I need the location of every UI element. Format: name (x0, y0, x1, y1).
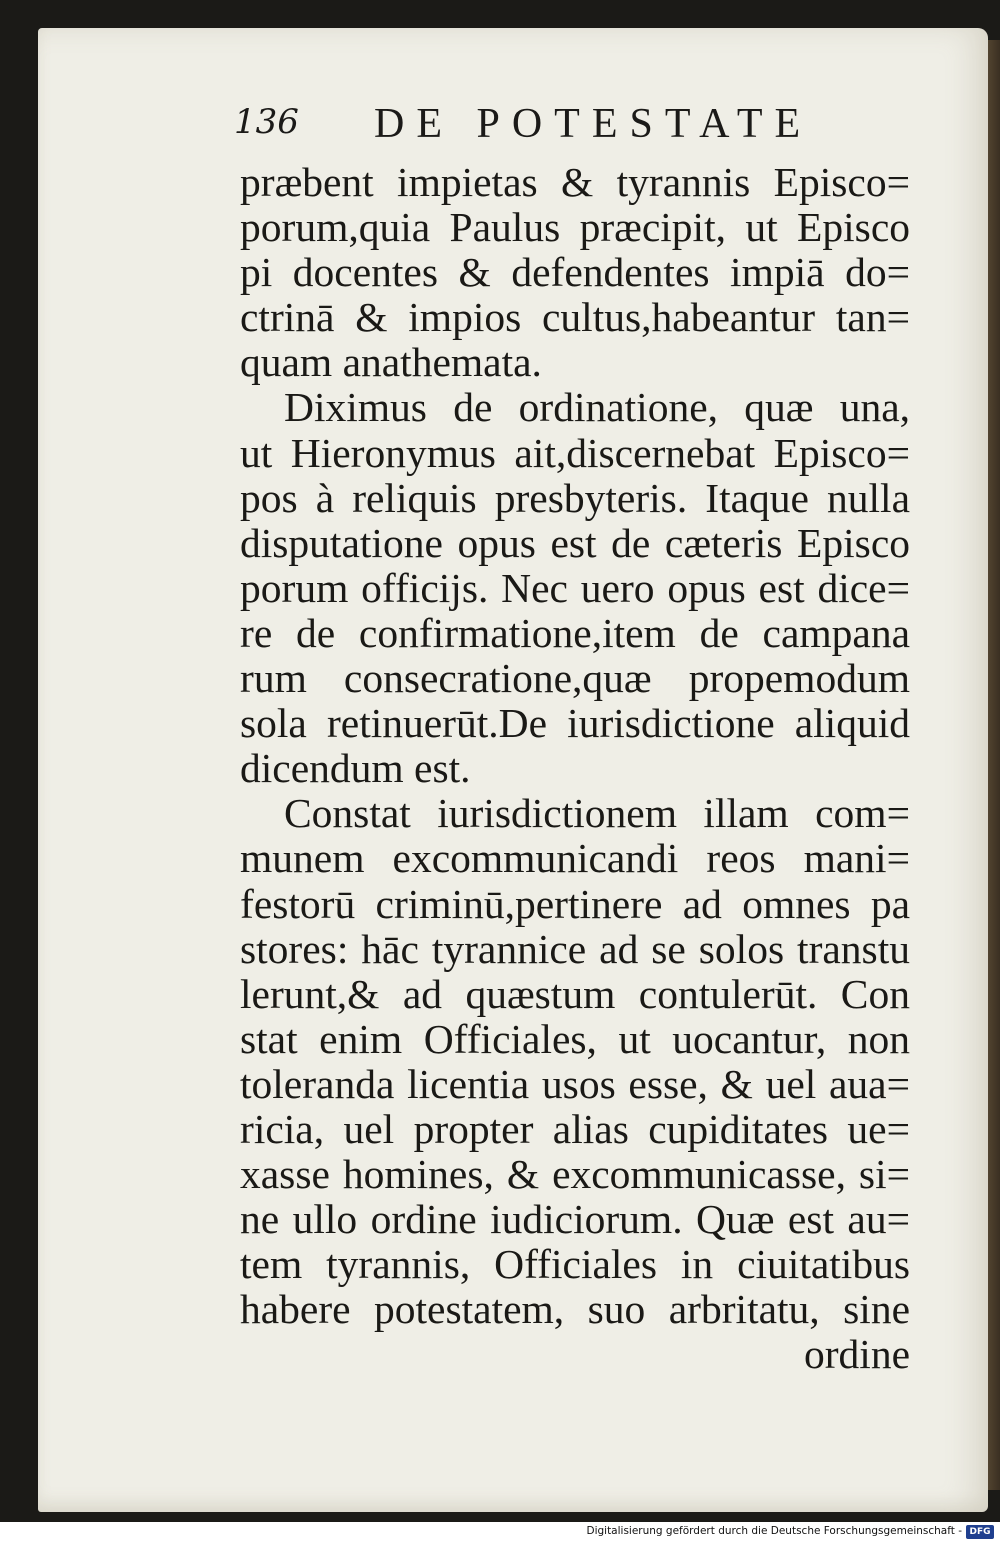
text-line: stores: hāc tyrannice ad se solos transtu (240, 925, 910, 972)
dfg-logo-icon: DFG (966, 1525, 994, 1539)
text-line: lerunt,& ad quæstum contulerūt. Con (240, 970, 910, 1017)
text-line: sola retinuerūt.De iurisdictione aliquid (240, 700, 910, 747)
text-line: re de confirmatione,item de campana (240, 609, 910, 656)
text-line: Diximus de ordinatione, quæ una, (284, 384, 910, 431)
text-line: ricia, uel propter alias cupiditates ue= (240, 1105, 910, 1152)
funding-credit: Digitalisierung gefördert durch die Deutsche Forschungsgemeinschaft - (586, 1525, 962, 1537)
text-line: Constat iurisdictionem illam com= (284, 790, 910, 837)
page-number: 136 (234, 102, 299, 142)
text-line: porum officijs. Nec uero opus est dice= (240, 564, 910, 611)
body-text (240, 160, 910, 1378)
text-line: stat enim Officiales, ut uocantur, non (240, 1015, 910, 1062)
page-header (234, 100, 814, 150)
text-line: disputatione opus est de cæteris Episco (240, 519, 910, 566)
footer-bar (0, 1522, 1000, 1543)
text-line: ut Hieronymus ait,discernebat Episco= (240, 429, 910, 476)
text-line: quam anathemata. (240, 339, 542, 386)
text-line: munem excommunicandi reos mani= (240, 835, 910, 882)
text-line: tem tyrannis, Officiales in ciuitatibus (240, 1241, 910, 1288)
text-line: habere potestatem, suo arbritatu, sine (240, 1286, 910, 1333)
text-line: rum consecratione,quæ propemodum (240, 655, 910, 702)
text-line: ctrinā & impios cultus,habeantur tan= (240, 294, 910, 341)
text-line: porum,quia Paulus præcipit, ut Episco (240, 204, 910, 251)
running-title: DE POTESTATE (374, 101, 813, 147)
text-line: ne ullo ordine iudiciorum. Quæ est au= (240, 1196, 910, 1243)
text-line: festorū criminū,pertinere ad omnes pa (240, 880, 910, 927)
catchword: ordine (803, 1331, 910, 1378)
text-line: pi docentes & defendentes impiā do= (240, 249, 910, 296)
text-line: præbent impietas & tyrannis Episco= (240, 159, 910, 205)
text-line: xasse homines, & excommunicasse, si= (240, 1151, 910, 1198)
text-line: dicendum est. (240, 745, 471, 792)
text-line: toleranda licentia usos esse, & uel aua= (240, 1060, 910, 1107)
text-line: pos à reliquis presbyteris. Itaque nulla (240, 474, 910, 521)
